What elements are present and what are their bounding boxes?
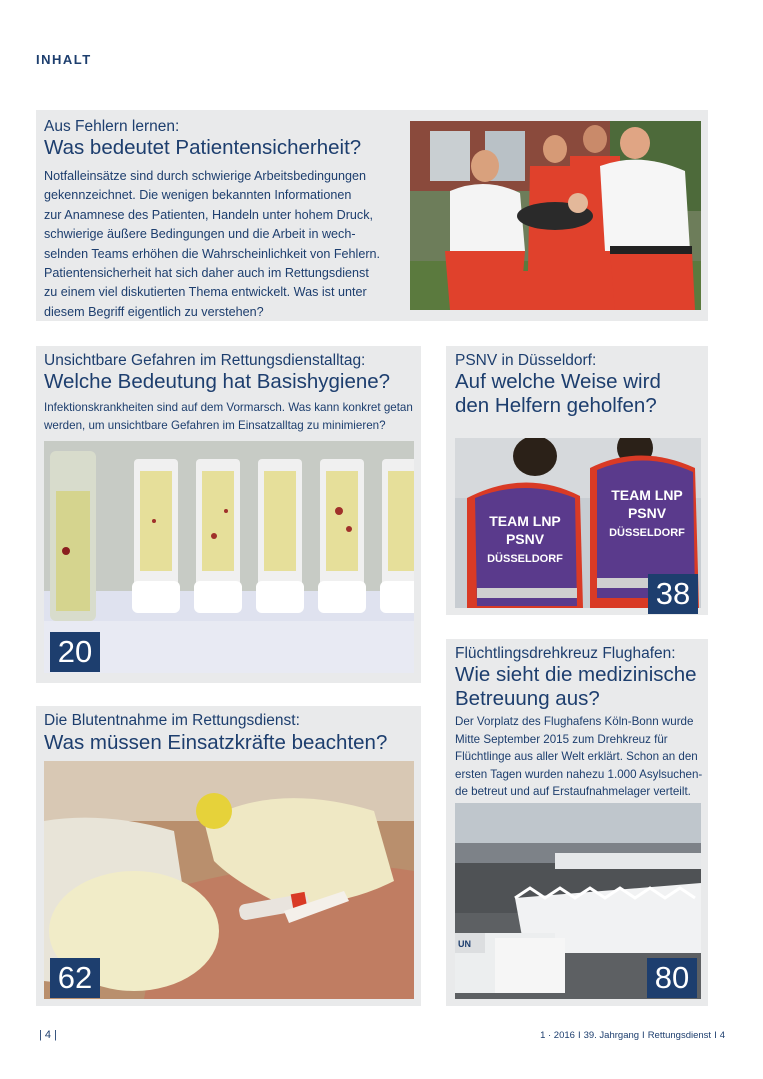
- footer-page-number: | 4 |: [39, 1029, 57, 1041]
- vest-label: DÜSSELDORF: [609, 527, 685, 539]
- page-number-badge[interactable]: 20: [50, 632, 100, 672]
- title-line: Auf welche Weise wird: [455, 370, 661, 393]
- article-kicker: Unsichtbare Gefahren im Rettungsdienstalltag:: [44, 352, 366, 369]
- teaser-line: selnden Teams erhöhen die Wahrscheinlichkeit von Fehlern.: [44, 246, 381, 261]
- article-title: Was bedeutet Patientensicherheit?: [44, 136, 362, 159]
- article-hygiene[interactable]: [36, 346, 421, 683]
- article-teaser: [455, 713, 705, 801]
- page-number-right: 4: [719, 1030, 725, 1041]
- teaser-line: zur Anamnese des Patienten, Handeln unter hohem Druck,: [44, 207, 374, 222]
- tent-label: UN: [458, 939, 471, 949]
- article-kicker: Flüchtlingsdrehkreuz Flughafen:: [455, 645, 676, 662]
- footer-issue-info: 1 · 2016 I 39. Jahrgang I Rettungsdienst I 4: [540, 1030, 725, 1041]
- teaser-line: Infektionskrankheiten sind auf dem Vormarsch. Was kann konkret getan: [44, 401, 413, 414]
- article-patient-safety[interactable]: [36, 110, 708, 321]
- teaser-line: diesem Begriff eigentlich zu verstehen?: [44, 304, 264, 319]
- teaser-line: zu einem viel diskutierten Thema entwickelt. Was ist unter: [44, 285, 367, 300]
- teaser-line: de betreut und auf Erstaufnahmelager verteilt.: [455, 785, 691, 798]
- vest-label: DÜSSELDORF: [487, 553, 563, 565]
- title-line: den Helfern geholfen?: [455, 394, 657, 417]
- teaser-line: Notfalleinsätze sind durch schwierige Arbeitsbedingungen: [44, 169, 367, 183]
- volume-number: 39. Jahrgang: [583, 1030, 640, 1041]
- teaser-line: Der Vorplatz des Flughafens Köln-Bonn wurde: [455, 715, 694, 728]
- article-title: [455, 370, 705, 418]
- page-number-badge[interactable]: 62: [50, 958, 100, 998]
- issue-number: 1 · 2016: [540, 1030, 575, 1041]
- article-teaser: [44, 167, 406, 322]
- journal-name: Rettungsdienst: [647, 1030, 712, 1041]
- page-number-badge[interactable]: 80: [647, 958, 697, 998]
- teaser-line: ersten Tagen wurden nahezu 1.000 Asylsuchen-: [455, 767, 703, 781]
- teaser-line: Flüchtlinge aus aller Welt erklärt. Schon an den: [455, 750, 698, 763]
- article-refugee-hub[interactable]: [446, 639, 708, 1006]
- article-title: Welche Bedeutung hat Basishygiene?: [44, 370, 391, 393]
- vest-label: TEAM LNP: [489, 513, 561, 529]
- article-title: Was müssen Einsatzkräfte beachten?: [44, 731, 388, 754]
- teaser-line: Patientensicherheit hat sich daher auch im Rettungsdienst: [44, 266, 369, 281]
- title-line: Betreuung aus?: [455, 687, 600, 710]
- vest-label: PSNV: [505, 531, 545, 547]
- article-blood-draw[interactable]: [36, 706, 421, 1006]
- teaser-line: Mitte September 2015 zum Drehkreuz für: [455, 732, 668, 746]
- rescue-team-photo: [410, 121, 701, 310]
- article-kicker: Aus Fehlern lernen:: [44, 118, 180, 135]
- article-kicker: PSNV in Düsseldorf:: [455, 352, 597, 369]
- section-header: INHALT: [36, 52, 92, 67]
- page-number: 4: [44, 1029, 51, 1041]
- teaser-line: schwierige äußere Bedingungen und die Arbeit in wech-: [44, 227, 356, 242]
- page-number-badge[interactable]: 38: [648, 574, 698, 614]
- article-title: [455, 663, 705, 711]
- teaser-line: gekennzeichnet. Die wenigen bekannten Informationen: [44, 188, 352, 203]
- title-line: Wie sieht die medizinische: [455, 663, 697, 686]
- article-kicker: Die Blutentnahme im Rettungsdienst:: [44, 712, 300, 729]
- teaser-line: werden, um unsichtbare Gefahren im Einsatzalltag zu minimieren?: [44, 418, 386, 432]
- article-teaser: [44, 399, 419, 434]
- vest-label: PSNV: [627, 505, 667, 521]
- article-psnv[interactable]: [446, 346, 708, 615]
- vest-label: TEAM LNP: [611, 487, 683, 503]
